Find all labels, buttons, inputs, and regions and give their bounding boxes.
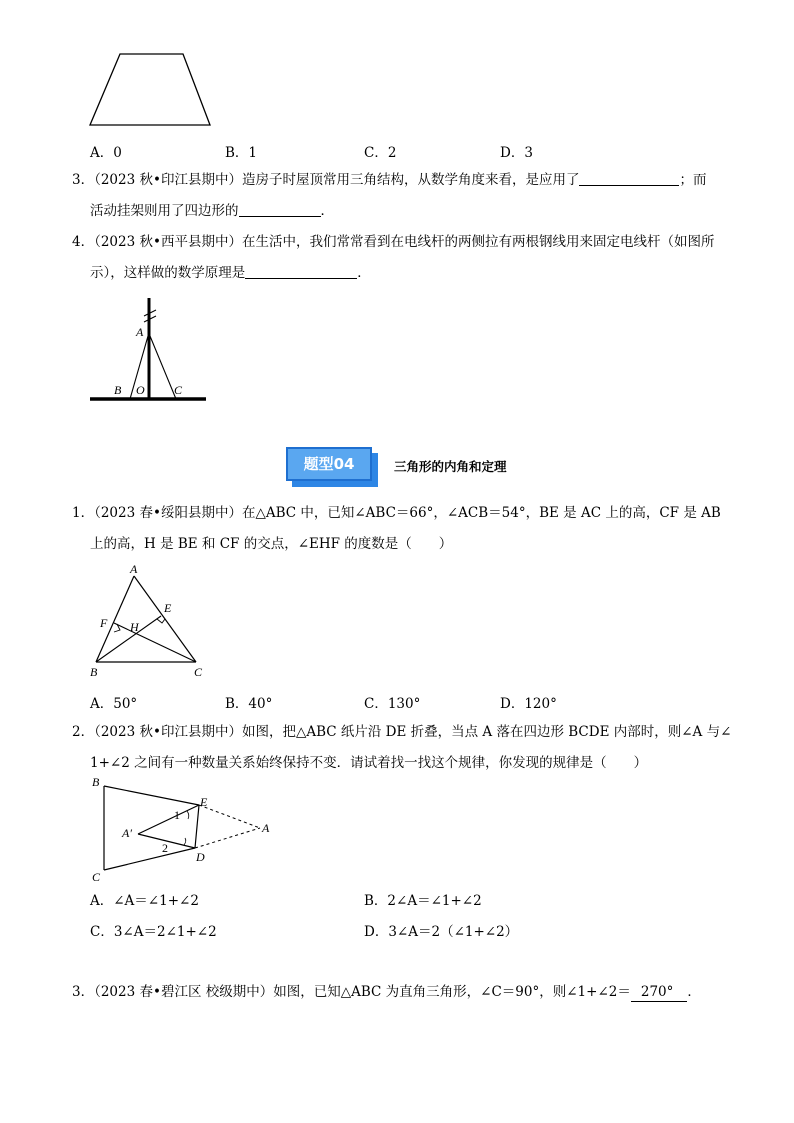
- q4-line2-prefix: 示），这样做的数学原理是: [90, 265, 246, 281]
- pole-figure: [86, 296, 211, 406]
- p2-option-b[interactable]: B．2∠A＝∠1+∠2: [364, 893, 482, 909]
- p1-label-e: E: [164, 601, 172, 615]
- section-badge: [286, 447, 378, 487]
- q3-line2-prefix: 活动挂架则用了四边形的: [90, 203, 239, 219]
- trapezoid-shape: [90, 54, 210, 125]
- q4-blank[interactable]: [245, 264, 357, 279]
- p3-suffix: ．: [687, 984, 701, 1000]
- p1-option-b[interactable]: B．40°: [225, 696, 273, 712]
- p1-label-a: A: [130, 562, 138, 576]
- p2-label-1: 1: [174, 808, 180, 822]
- dashed-da: [195, 828, 260, 848]
- pole-label-a: A: [136, 325, 144, 339]
- p1-option-d[interactable]: D．120°: [500, 696, 557, 712]
- folded-ea: [138, 805, 199, 834]
- q3-blank-2[interactable]: [239, 202, 321, 217]
- p2-option-c[interactable]: C．3∠A＝2∠1+∠2: [90, 924, 217, 940]
- trapezoid-figure: [86, 52, 216, 132]
- q3-line1-suffix: ；而: [679, 172, 707, 188]
- p1-label-c: C: [194, 665, 203, 679]
- p1-label-f: F: [100, 616, 108, 630]
- section-title: 三角形的内角和定理: [394, 459, 507, 474]
- q2-option-c[interactable]: C．2: [364, 145, 397, 161]
- wire-right: [150, 336, 176, 399]
- q3-line1-prefix: 3．（2023 秋•印江县期中）造房子时屋顶常用三角结构，从数学角度来看，是应用了: [72, 172, 580, 188]
- altitude-cf: [114, 623, 196, 662]
- p2-label-b: B: [92, 775, 100, 789]
- p1-line-1: 1．（2023 春•绥阳县期中）在△ABC 中，已知∠ABC＝66°，∠ACB＝54°，BE 是 AC 上的高，CF 是 AB: [72, 505, 721, 521]
- p1-option-c[interactable]: C．130°: [364, 696, 421, 712]
- p2-label-d: D: [196, 850, 205, 864]
- q3-line-1: [72, 171, 706, 189]
- p3-prefix: 3．（2023 春•碧江区 校级期中）如图，已知△ABC 为直角三角形，∠C＝90°，则∠1+∠2＝: [72, 984, 631, 1000]
- p3-line: [72, 983, 701, 1002]
- pole-label-b: B: [114, 383, 122, 397]
- right-angle-mark-e: [157, 619, 165, 623]
- p1-label-b: B: [90, 665, 98, 679]
- p1-line-2: 上的高，H 是 BE 和 CF 的交点，∠EHF 的度数是（ ）: [90, 536, 453, 552]
- p2-label-a-prime: A′: [122, 826, 132, 840]
- q2-option-d[interactable]: D．3: [500, 145, 533, 161]
- q4-line2-suffix: ．: [357, 265, 371, 281]
- p2-label-c: C: [92, 870, 101, 884]
- side-cd: [104, 848, 195, 870]
- p1-triangle-figure: [86, 562, 216, 680]
- angle-2-arc: [184, 838, 186, 845]
- dashed-ea: [199, 805, 260, 828]
- p2-label-2: 2: [162, 841, 168, 855]
- p2-option-a[interactable]: A．∠A＝∠1+∠2: [90, 893, 199, 909]
- p2-line-1: 2．（2023 秋•印江县期中）如图，把△ABC 纸片沿 DE 折叠，当点 A 落在四边形 BCDE 内部时，则∠A 与∠: [72, 724, 732, 740]
- q3-blank-1[interactable]: [579, 171, 679, 186]
- pole-label-o: O: [136, 383, 145, 397]
- q2-option-a[interactable]: A．0: [90, 145, 122, 161]
- q2-option-b[interactable]: B．1: [225, 145, 258, 161]
- side-be: [104, 786, 199, 805]
- section-badge-label: 题型04: [286, 447, 372, 481]
- p1-label-h: H: [130, 620, 139, 634]
- q3-line-2: [90, 202, 334, 220]
- p3-answer[interactable]: 270°: [631, 983, 688, 1002]
- angle-1-arc: [187, 811, 189, 819]
- p2-line-2: 1+∠2 之间有一种数量关系始终保持不变．请试着找一找这个规律，你发现的规律是（ ）: [90, 755, 648, 771]
- q4-line-2: [90, 264, 371, 282]
- p1-option-a[interactable]: A．50°: [90, 696, 138, 712]
- p2-label-a: A: [262, 821, 270, 835]
- p2-option-d[interactable]: D．3∠A＝2（∠1+∠2）: [364, 924, 519, 940]
- q4-line-1: 4．（2023 秋•西平县期中）在生活中，我们常常看到在电线杆的两侧拉有两根钢线用来固定电线杆（如图所: [72, 234, 715, 250]
- q3-line2-suffix: ．: [320, 203, 334, 219]
- p2-fold-figure: [86, 772, 276, 884]
- pole-label-c: C: [174, 383, 183, 397]
- p2-label-e: E: [200, 795, 208, 809]
- fold-de: [195, 805, 199, 848]
